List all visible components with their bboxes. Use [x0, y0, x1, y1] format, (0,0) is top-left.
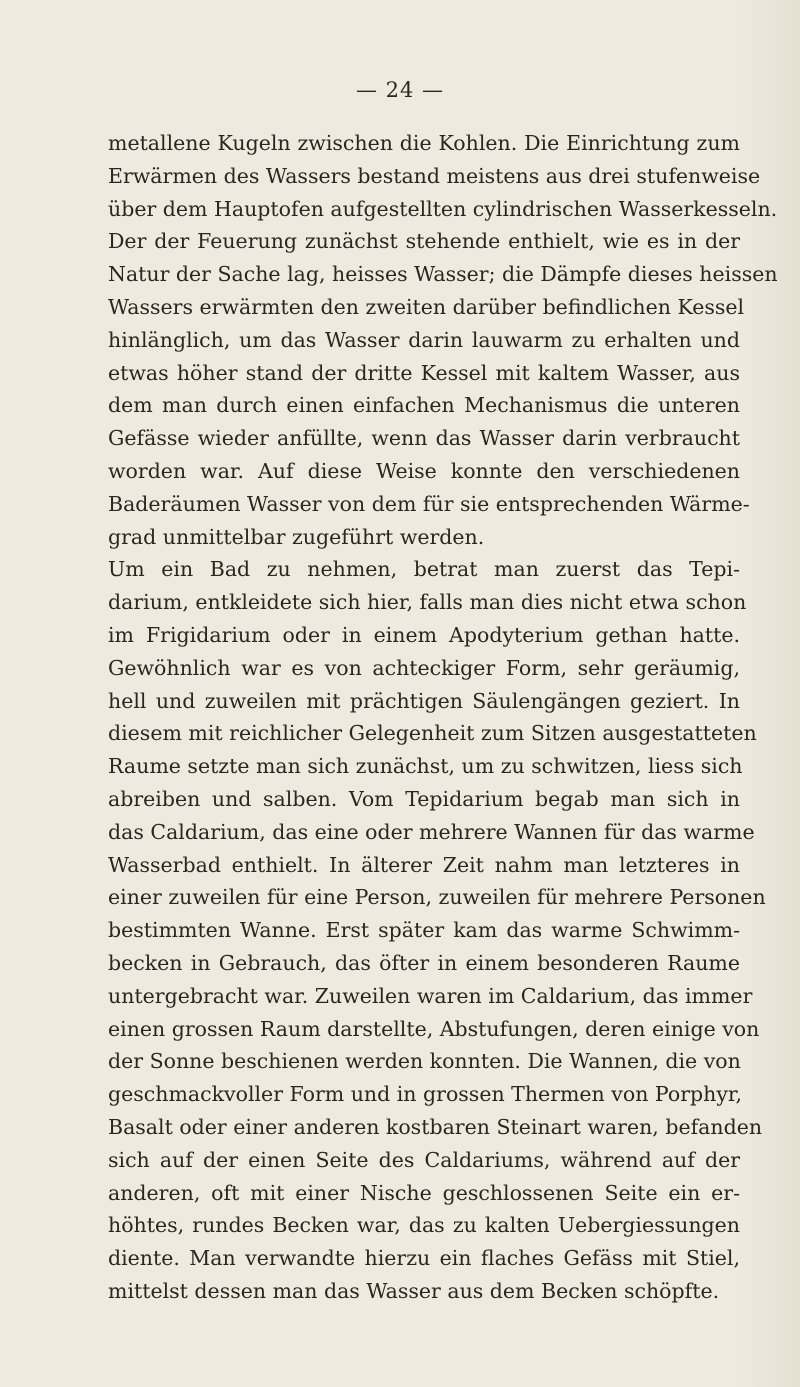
text-line: bestimmten Wanne. Erst später kam das warme Schwimm- — [108, 918, 740, 943]
text-line: Wasserbad enthielt. In älterer Zeit nahm man letzteres in — [108, 852, 740, 877]
text-line: mittelst dessen man das Wasser aus dem Becken schöpfte. — [108, 1278, 720, 1303]
text-line: hell und zuweilen mit prächtigen Säulengängen geziert. In — [108, 688, 740, 713]
text-line: Erwärmen des Wassers bestand meistens aus drei stufenweise — [108, 163, 761, 188]
text-line: anderen, oft mit einer Nische geschlossenen Seite ein er- — [108, 1180, 740, 1205]
text-line: Basalt oder einer anderen kostbaren Steinart waren, befanden — [108, 1114, 763, 1139]
text-line: über dem Hauptofen aufgestellten cylindrischen Wasserkesseln. — [108, 196, 778, 221]
text-line: diesem mit reichlicher Gelegenheit zum Sitzen ausgestatteten — [108, 721, 757, 746]
text-line: sich auf der einen Seite des Caldariums, während auf der — [108, 1147, 740, 1172]
text-line: Der der Feuerung zunächst stehende enthielt, wie es in der — [108, 229, 740, 254]
text-line: hinlänglich, um das Wasser darin lauwarm zu erhalten und — [108, 327, 740, 352]
text-line: höhtes, rundes Becken war, das zu kalten Uebergiessungen — [108, 1213, 740, 1238]
text-line: abreiben und salben. Vom Tepidarium begab man sich in — [108, 786, 740, 811]
text-line: becken in Gebrauch, das öfter in einem besonderen Raume — [108, 950, 740, 975]
text-line: Baderäumen Wasser von dem für sie entsprechenden Wärme- — [108, 491, 750, 516]
text-line: Raume setzte man sich zunächst, um zu schwitzen, liess sich — [108, 754, 743, 779]
page-number: — 24 — — [355, 78, 445, 102]
text-line: worden war. Auf diese Weise konnte den verschiedenen — [108, 458, 740, 483]
text-line: geschmackvoller Form und in grossen Thermen von Porphyr, — [108, 1082, 742, 1107]
text-line: der Sonne beschienen werden konnten. Die Wannen, die von — [108, 1049, 741, 1074]
text-line: untergebracht war. Zuweilen waren im Caldarium, das immer — [108, 983, 753, 1008]
text-line: grad unmittelbar zugeführt werden. — [108, 524, 485, 549]
text-line: Gewöhnlich war es von achteckiger Form, sehr geräumig, — [108, 655, 740, 680]
text-line: Wassers erwärmten den zweiten darüber befindlichen Kessel — [108, 294, 745, 319]
body-text — [108, 127, 778, 1308]
text-line: einen grossen Raum darstellte, Abstufungen, deren einige von — [108, 1016, 760, 1041]
text-line: Gefässe wieder anfüllte, wenn das Wasser darin verbraucht — [108, 426, 740, 451]
text-line: Natur der Sache lag, heisses Wasser; die Dämpfe dieses heissen — [108, 262, 778, 287]
text-line: Um ein Bad zu nehmen, betrat man zuerst das Tepi- — [108, 557, 740, 582]
text-line: darium, entkleidete sich hier, falls man dies nicht etwa schon — [108, 590, 747, 615]
text-line: im Frigidarium oder in einem Apodyterium gethan hatte. — [108, 622, 740, 647]
text-line: metallene Kugeln zwischen die Kohlen. Die Einrichtung zum — [108, 131, 740, 155]
text-line: das Caldarium, das eine oder mehrere Wannen für das warme — [108, 819, 755, 844]
text-line: etwas höher stand der dritte Kessel mit kaltem Wasser, aus — [108, 360, 740, 385]
text-line: einer zuweilen für eine Person, zuweilen für mehrere Personen — [108, 885, 766, 910]
text-line: diente. Man verwandte hierzu ein flaches Gefäss mit Stiel, — [108, 1246, 740, 1271]
text-line: dem man durch einen einfachen Mechanismus die unteren — [108, 393, 740, 418]
